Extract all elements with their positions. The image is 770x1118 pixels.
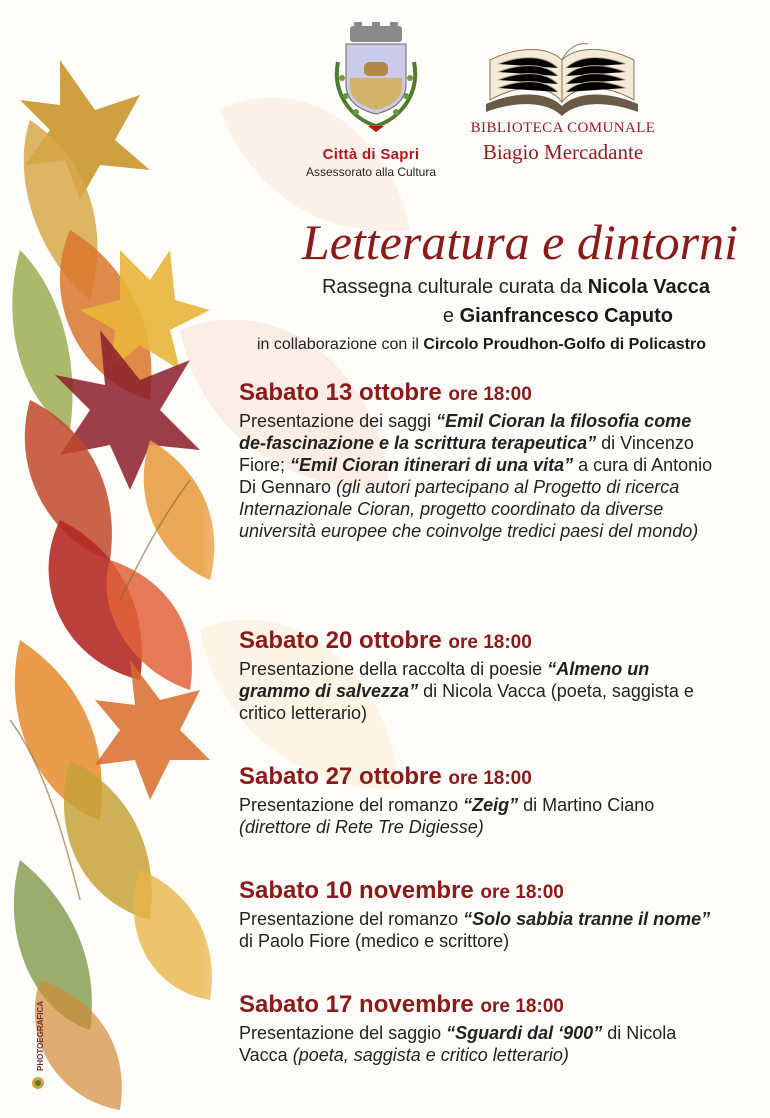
subtitle-line1 [228,276,710,299]
event-date: Sabato 10 novembre [239,877,474,904]
event-text: Presentazione dei saggi [239,411,437,431]
event-1 [239,378,719,542]
event-time: ore 18:00 [448,384,532,405]
subtitle-line3 [228,336,706,354]
event-text: a cura di Antonio Di Gennaro [239,455,713,497]
event-description [239,410,719,542]
printer-credit-logo [28,985,50,1095]
subtitle-prefix: Rassegna culturale curata da [321,276,588,298]
event-text: di Martino Ciano [518,795,655,815]
event-description [239,908,719,952]
event-date: Sabato 17 novembre [239,991,474,1018]
event-note: (direttore di Rete Tre Digiesse) [239,817,484,837]
event-time: ore 18:00 [448,632,532,653]
event-text: di Nicola Vacca [239,1023,677,1065]
event-text: Presentazione del romanzo [239,909,464,929]
event-work-title: “Almeno un grammo di salvezza” [239,659,650,701]
open-book-icon [478,40,646,125]
partner-name: Circolo Proudhon-Golfo di Policastro [423,336,706,353]
city-crest-logo [330,22,422,134]
curator-name: Nicola Vacca [587,276,710,298]
event-work-title: “Zeig” [463,795,519,815]
city-department: Assessorato alla Cultura [305,165,437,179]
event-text: Presentazione del saggio [239,1023,447,1043]
collaboration-prefix: in collaborazione con il [257,336,424,353]
event-text: di Vincenzo Fiore; [239,433,694,475]
event-time: ore 18:00 [480,996,564,1017]
event-note: (poeta, saggista e critico letterario) [292,1045,569,1065]
event-time: ore 18:00 [448,768,532,789]
event-description [239,794,719,838]
event-text: Presentazione della raccolta di poesie [239,659,548,679]
event-date: Sabato 13 ottobre [239,379,442,406]
event-date: Sabato 20 ottobre [239,627,442,654]
event-note: (gli autori partecipano al Progetto di ricerca Internazionale Cioran, progetto coordinato da diverse università europee che coinvolge tredici paesi del mondo) [239,477,699,541]
event-text: di Paolo Fiore (medico e scrittore) [239,931,510,951]
event-5 [239,990,719,1066]
event-heading [239,990,719,1022]
event-heading [239,876,719,908]
event-text: Presentazione del romanzo [239,795,464,815]
subtitle-conjunction: e [442,305,460,327]
subtitle-line2 [228,305,673,328]
event-work-title: “Solo sabbia tranne il nome” [463,909,711,929]
event-heading [239,626,719,658]
curator-name: Gianfrancesco Caputo [459,305,673,327]
event-4 [239,876,719,952]
library-name-line1: BIBLIOTECA COMUNALE [470,120,656,136]
event-description [239,658,719,724]
event-time: ore 18:00 [480,882,564,903]
city-name: Città di Sapri [322,146,420,163]
library-name-line2: Biagio Mercadante [482,140,644,164]
event-3 [239,762,719,838]
event-text: di Nicola Vacca (poeta, saggista e critico letterario) [239,681,694,723]
event-description [239,1022,719,1066]
printer-credit-text: PHOTOEGRAFICA [36,1000,45,1071]
event-2 [239,626,719,724]
poster-title: Letteratura e dintorni [301,214,738,270]
event-date: Sabato 27 ottobre [239,763,442,790]
event-work-title: “Sguardi dal ‘900” [446,1023,603,1043]
event-heading [239,378,719,410]
event-work-title: “Emil Cioran itinerari di una vita” [290,455,574,475]
event-heading [239,762,719,794]
event-work-title: “Emil Cioran la filosofia come de-fascinazione e la scrittura terapeutica” [239,411,692,453]
